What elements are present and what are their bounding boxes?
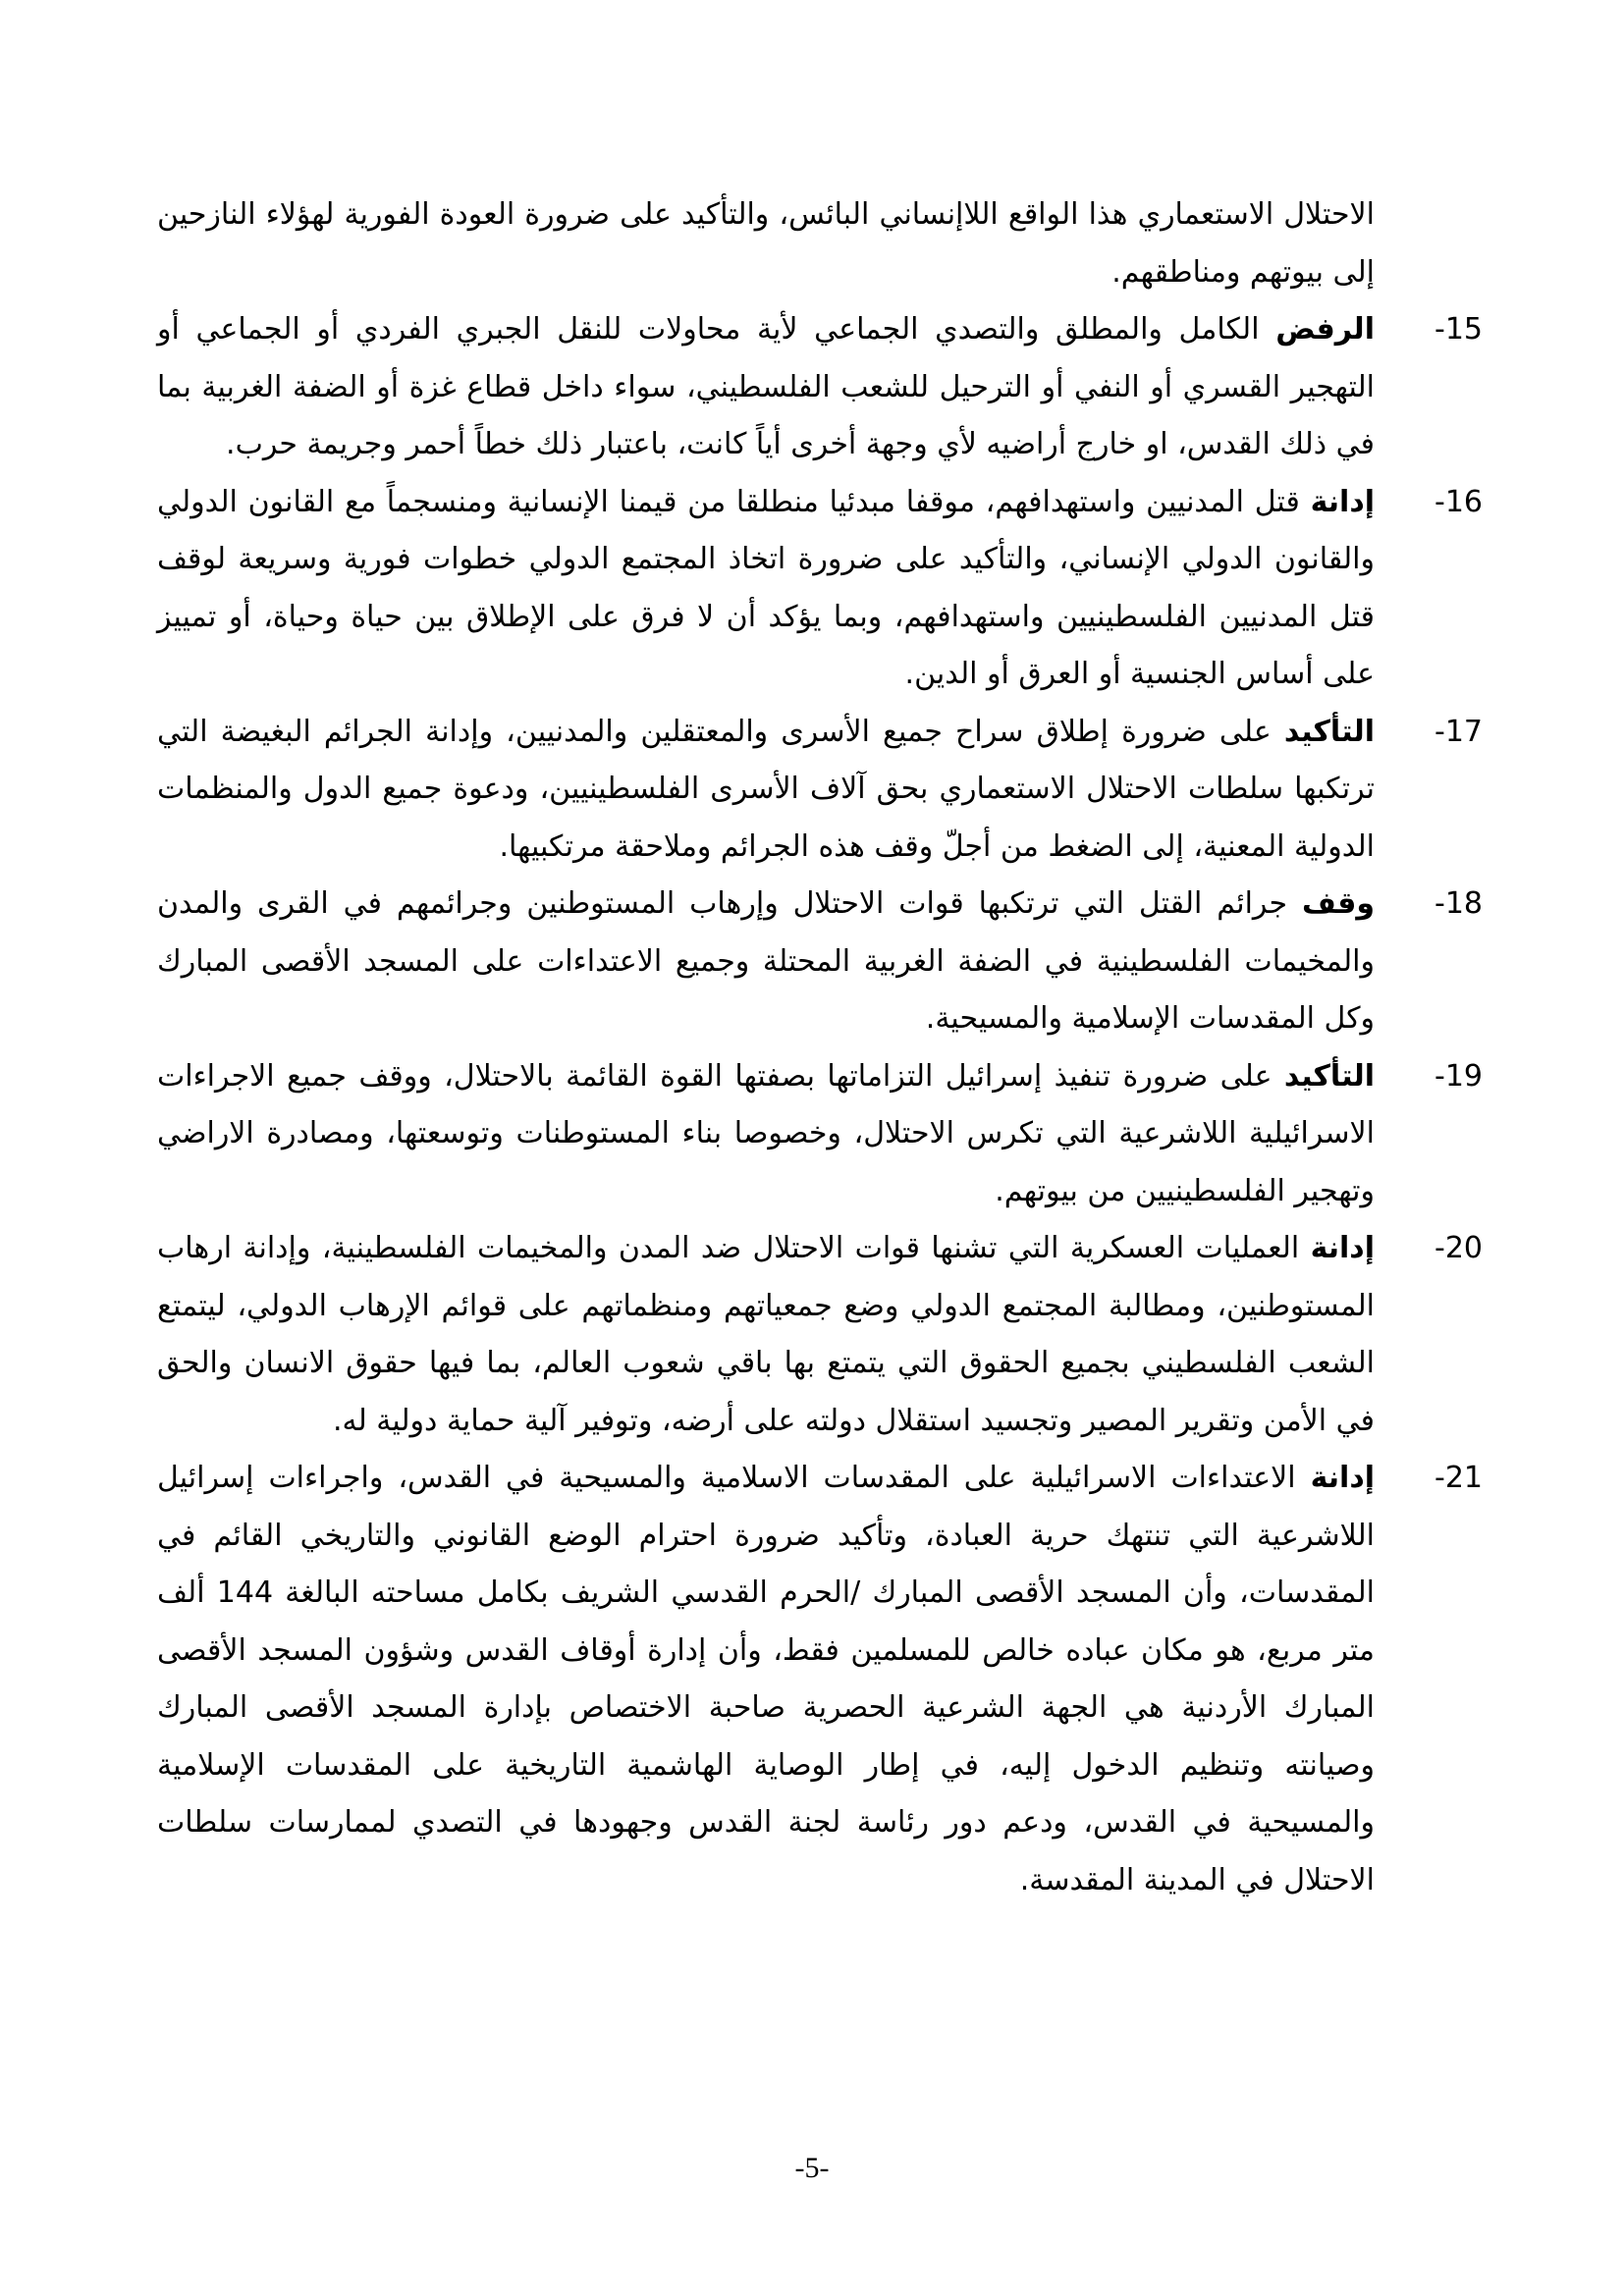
item-number: 19- [1434, 1058, 1483, 1094]
item-keyword: الرفض [1275, 312, 1375, 347]
page-number: -5- [794, 2152, 830, 2184]
list-item [157, 704, 1483, 877]
item-number: 20- [1434, 1231, 1483, 1265]
list-item [157, 1048, 1483, 1221]
item-text: الكامل والمطلق والتصدي الجماعي لأية محاولات للنقل الجبري الفردي أو الجماعي أو التهجير القسري أو النفي أو الترحيل للشعب الفلسطيني، سواء داخل قطاع غزة أو الضفة الغربية بما في ذلك القدس، او خارج أراضيه لأي وجهة أخرى أياً كانت، باعتبار ذلك خطاً أحمر وجريمة حرب. [157, 312, 1375, 461]
item-text: العمليات العسكرية التي تشنها قوات الاحتلال ضد المدن والمخيمات الفلسطينية، وإدانة ارهاب المستوطنين، ومطالبة المجتمع الدولي وضع جمعياتهم ومنظماتهم على قوائم الإرهاب الدولي، ليتمتع الشعب الفلسطيني بجميع الحقوق التي يتمتع بها باقي شعوب العالم، بما فيها حقوق الانسان والحق في الأمن وتقرير المصير وتجسيد استقلال دولته على أرضه، وتوفير آلية حماية دولية له. [157, 1231, 1375, 1438]
item-text: جرائم القتل التي ترتكبها قوات الاحتلال وإرهاب المستوطنين وجرائمهم في القرى والمدن والمخيمات الفلسطينية في الضفة الغربية المحتلة وجميع الاعتداءات على المسجد الأقصى المبارك وكل المقدسات الإسلامية والمسيحية. [157, 886, 1375, 1036]
item-keyword: وقف [1301, 886, 1375, 921]
item-number: 17- [1434, 714, 1483, 749]
item-text: الاعتداءات الاسرائيلية على المقدسات الاسلامية والمسيحية في القدس، واجراءات إسرائيل اللاشرعية التي تنتهك حرية العبادة، وتأكيد ضرورة احترام الوضع القانوني والتاريخي القائم في المقدسات، وأن المسجد الأقصى المبارك /الحرم القدسي الشريف بكامل مساحته البالغة 144 ألف متر مربع، هو مكان عباده خالص للمسلمين فقط، وأن إدارة أوقاف القدس وشؤون المسجد الأقصى المبارك الأردنية هي الجهة الشرعية الحصرية صاحبة الاختصاص بإدارة المسجد الأقصى المبارك وصيانته وتنظيم الدخول إليه، في إطار الوصاية الهاشمية التاريخية على المقدسات الإسلامية والمسيحية في القدس، ودعم دور رئاسة لجنة القدس وجهودها في التصدي لممارسات سلطات الاحتلال في المدينة المقدسة. [157, 1461, 1375, 1897]
item-body [157, 704, 1375, 877]
list-item [157, 1450, 1483, 1909]
item-body [157, 301, 1375, 474]
list-item [157, 301, 1483, 474]
item-body [157, 1450, 1375, 1909]
item-text: على ضرورة إطلاق سراح جميع الأسرى والمعتقلين والمدنيين، وإدانة الجرائم البغيضة التي ترتكبها سلطات الاحتلال الاستعماري بحق آلاف الأسرى الفلسطينيين، ودعوة جميع الدول والمنظمات الدولية المعنية، إلى الضغط من أجلّ وقف هذه الجرائم وملاحقة مرتكبيها. [157, 714, 1375, 864]
item-text: على ضرورة تنفيذ إسرائيل التزاماتها بصفتها القوة القائمة بالاحتلال، ووقف جميع الاجراءات الاسرائيلية اللاشرعية التي تكرس الاحتلال، وخصوصا بناء المستوطنات وتوسعتها، ومصادرة الاراضي وتهجير الفلسطينيين من بيوتهم. [157, 1058, 1375, 1208]
document-body [157, 187, 1483, 1909]
item-keyword: إدانة [1310, 1461, 1375, 1495]
list-item [157, 1220, 1483, 1450]
item-body [157, 876, 1375, 1048]
item-body [157, 1048, 1375, 1221]
item-number: 16- [1434, 484, 1483, 519]
item-number: 21- [1434, 1461, 1483, 1495]
item-body [157, 474, 1375, 704]
item-keyword: التأكيد [1283, 1058, 1375, 1094]
list-item [157, 474, 1483, 704]
item-text: قتل المدنيين واستهدافهم، موقفا مبدئيا منطلقا من قيمنا الإنسانية ومنسجماً مع القانون الدولي والقانون الدولي الإنساني، والتأكيد على ضرورة اتخاذ المجتمع الدولي خطوات فورية وسريعة لوقف قتل المدنيين الفلسطينيين واستهدافهم، وبما يؤكد أن لا فرق على الإطلاق بين حياة وحياة، أو تمييز على أساس الجنسية أو العرق أو الدين. [157, 484, 1375, 691]
item-keyword: إدانة [1310, 484, 1375, 519]
list-item [157, 876, 1483, 1048]
item-number: 18- [1434, 886, 1483, 921]
continuation-paragraph: الاحتلال الاستعماري هذا الواقع اللاإنساني البائس، والتأكيد على ضرورة العودة الفورية لهؤلاء النازحين إلى بيوتهم ومناطقهم. [157, 197, 1375, 290]
item-keyword: إدانة [1310, 1231, 1375, 1265]
item-keyword: التأكيد [1283, 714, 1375, 749]
item-number: 15- [1434, 312, 1483, 347]
item-body [157, 1220, 1375, 1450]
